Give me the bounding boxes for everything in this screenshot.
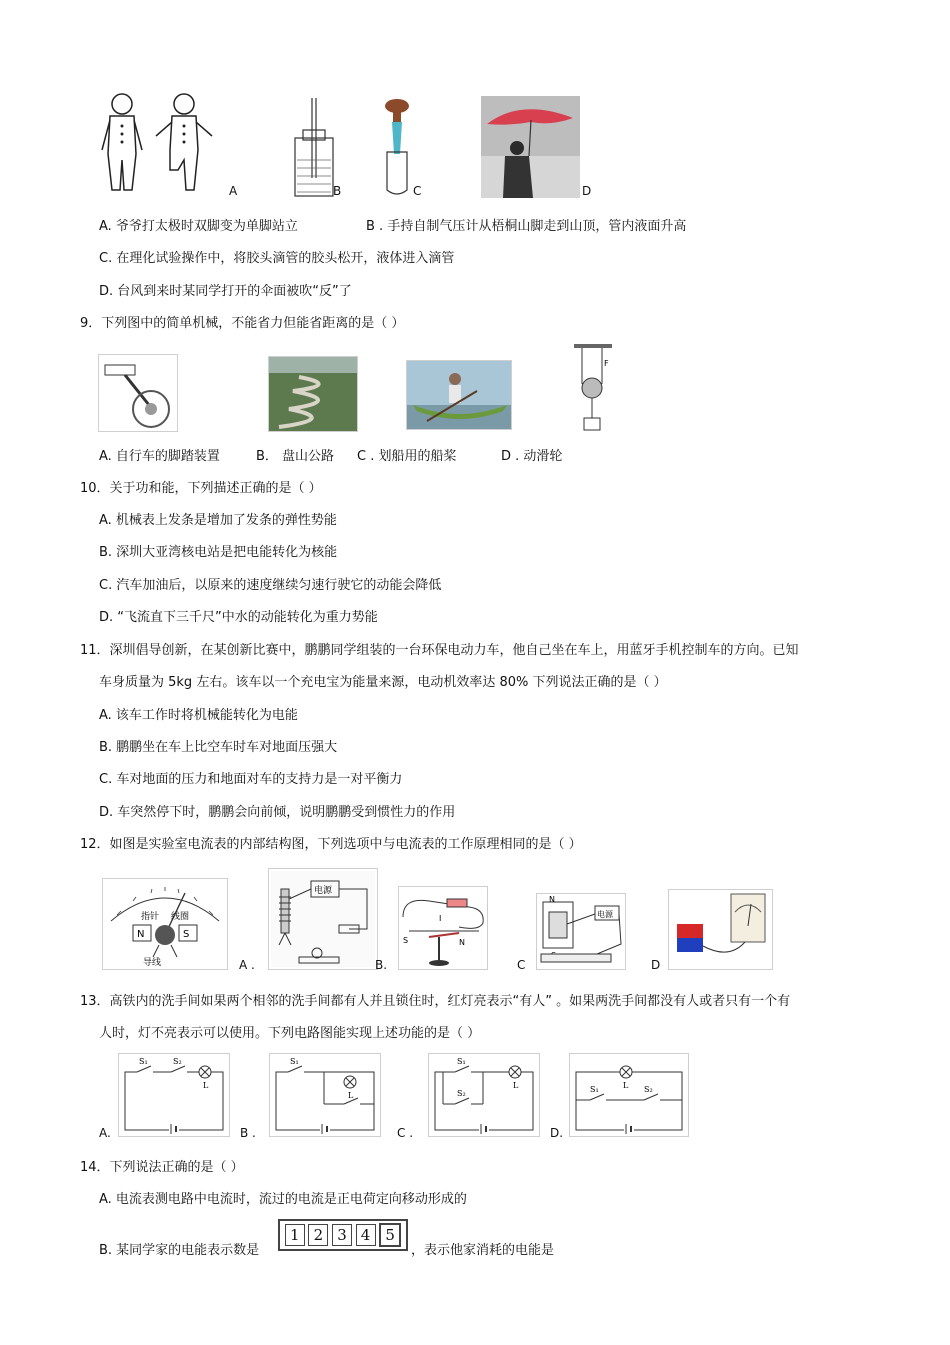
pointer-label: 指针 bbox=[141, 912, 160, 922]
q13-circuit-d bbox=[569, 1053, 689, 1137]
q8-option-a: A. 爷爷打太极时双脚变为单脚站立 bbox=[99, 219, 298, 234]
q14-option-b-tail: ，表示他家消耗的电能是 bbox=[411, 1243, 555, 1258]
circuit-c-s2-label: S₂ bbox=[457, 1089, 466, 1098]
circuit-d-diagram bbox=[570, 1054, 688, 1136]
circuit-d-s1-label: S₁ bbox=[590, 1085, 599, 1094]
energy-meter-reading bbox=[278, 1219, 408, 1251]
q12-fig-label-c: C bbox=[517, 958, 526, 972]
q10-stem: 10．关于功和能，下列描述正确的是（ ） bbox=[80, 481, 322, 496]
q13-stem-line2: 人时，灯不亮表示可以使用。下列电路图能实现上述功能的是（ ） bbox=[99, 1026, 481, 1041]
q12-figure-d bbox=[668, 889, 773, 970]
circuit-a-lamp-label: L bbox=[203, 1081, 209, 1090]
q8-option-d: D. 台风到来时某同学打开的伞面被吹“反”了 bbox=[99, 284, 352, 299]
q9-stem: 9．下列图中的简单机械，不能省力但能省距离的是（ ） bbox=[80, 316, 405, 331]
q8-fig-label-d: D bbox=[582, 184, 592, 198]
mountain-road-photo bbox=[269, 357, 357, 431]
q11-option-b: B. 鹏鹏坐在车上比空车时车对地面压强大 bbox=[99, 740, 338, 755]
q11-stem-line1: 11．深圳倡导创新，在某创新比赛中，鹏鹏同学组装的一台环保电动力车，他自己坐在车上，用蓝牙手机控制车的方向。已知 bbox=[80, 643, 799, 658]
q9-option-c: C . 划船用的船桨 bbox=[357, 449, 457, 464]
q8-fig-label-c: C bbox=[413, 184, 422, 198]
q8-option-c: C. 在理化试验操作中，将胶头滴管的胶头松开，液体进入滴管 bbox=[99, 251, 455, 266]
circuit-b-diagram bbox=[270, 1054, 380, 1136]
fig-b-south-label: S bbox=[403, 936, 409, 945]
q12-fig-label-a: A . bbox=[239, 958, 255, 972]
magnet-south-label: S bbox=[183, 929, 190, 940]
meter-digit: 1 bbox=[285, 1224, 305, 1246]
oersted-experiment-diagram bbox=[399, 887, 487, 969]
q8-figure-c bbox=[381, 98, 413, 198]
q10-option-a: A. 机械表上发条是增加了发条的弹性势能 bbox=[99, 513, 337, 528]
q11-option-a: A. 该车工作时将机械能转化为电能 bbox=[99, 708, 298, 723]
q9-option-b: B． 盘山公路 bbox=[256, 449, 335, 464]
circuit-c-lamp-label: L bbox=[513, 1081, 519, 1090]
q12-fig-label-d: D bbox=[651, 958, 661, 972]
q14-option-b: B. 某同学家的电能表示数是 bbox=[99, 1243, 260, 1258]
q13-fig-label-a: A. bbox=[99, 1126, 111, 1140]
ammeter-structure-diagram bbox=[103, 879, 227, 969]
q9-figure-pedal bbox=[98, 354, 178, 432]
barometer-bottle-illustration bbox=[293, 98, 335, 198]
q9-option-d: D . 动滑轮 bbox=[501, 449, 563, 464]
circuit-a-s2-label: S₂ bbox=[173, 1057, 182, 1066]
q12-figure-a bbox=[268, 868, 378, 970]
meter-digit: 2 bbox=[308, 1224, 328, 1246]
circuit-b-s1-label: S₁ bbox=[290, 1057, 299, 1066]
q13-stem-line1: 13．高铁内的洗手间如果两个相邻的洗手间都有人并且锁住时，红灯亮表示“有人” 。如果两洗手间都没有人或者只有一个有 bbox=[80, 994, 791, 1009]
rowing-boat-photo bbox=[407, 361, 511, 429]
fig-b-north-label: N bbox=[459, 938, 465, 947]
q8-figure-b bbox=[293, 98, 335, 198]
circuit-c-s1-label: S₁ bbox=[457, 1057, 466, 1066]
q9-figure-oar bbox=[406, 360, 512, 430]
q8-figure-d bbox=[481, 96, 580, 198]
q13-circuit-b bbox=[269, 1053, 381, 1137]
meter-digit: 4 bbox=[356, 1224, 376, 1246]
magnet-north-label: N bbox=[137, 929, 145, 940]
q12-stem: 12．如图是实验室电流表的内部结构图，下列选项中与电流表的工作原理相同的是（ ） bbox=[80, 837, 582, 852]
q13-fig-label-c: C . bbox=[397, 1126, 414, 1140]
q10-option-d: D. “飞流直下三千尺”中水的动能转化为重力势能 bbox=[99, 610, 378, 625]
circuit-d-lamp-label: L bbox=[623, 1081, 629, 1090]
electromagnet-circuit-diagram bbox=[269, 869, 377, 969]
circuit-c-diagram bbox=[429, 1054, 539, 1136]
circuit-a-diagram bbox=[119, 1054, 229, 1136]
q8-option-b: B . 手持自制气压计从梧桐山脚走到山顶，管内液面升高 bbox=[366, 219, 687, 234]
q12-fig-label-b: B. bbox=[375, 958, 388, 972]
q11-option-c: C. 车对地面的压力和地面对车的支持力是一对平衡力 bbox=[99, 772, 403, 787]
circuit-b-lamp-label: L bbox=[348, 1091, 354, 1100]
q12-figure-c bbox=[536, 893, 626, 970]
coil-label: 线圈 bbox=[171, 912, 190, 922]
tai-chi-figures-illustration bbox=[98, 90, 229, 198]
q11-option-d: D. 车突然停下时，鹏鹏会向前倾，说明鹏鹏受到惯性力的作用 bbox=[99, 805, 456, 820]
q14-option-a: A. 电流表测电路中电流时，流过的电流是正电荷定向移动形成的 bbox=[99, 1192, 467, 1207]
q9-option-a: A. 自行车的脚踏装置 bbox=[99, 449, 220, 464]
fig-c-north-label: N bbox=[549, 895, 555, 904]
bicycle-pedal-illustration bbox=[99, 355, 177, 431]
q13-fig-label-b: B . bbox=[240, 1126, 256, 1140]
q12-figure-b bbox=[398, 886, 488, 970]
circuit-a-s1-label: S₁ bbox=[139, 1057, 148, 1066]
meter-digit: 3 bbox=[332, 1224, 352, 1246]
magnet-meter-diagram bbox=[669, 890, 772, 969]
meter-digit-decimal: 5 bbox=[379, 1223, 401, 1247]
movable-pulley-illustration bbox=[574, 344, 612, 432]
q10-option-c: C. 汽车加油后，以原来的速度继续匀速行驶它的动能会降低 bbox=[99, 578, 442, 593]
q8-figure-a bbox=[98, 90, 229, 198]
fig-a-power-label: 电源 bbox=[314, 886, 333, 896]
q13-fig-label-d: D. bbox=[550, 1126, 564, 1140]
q13-circuit-c bbox=[428, 1053, 540, 1137]
q12-ammeter-structure bbox=[102, 878, 228, 970]
q9-figure-pulley bbox=[574, 344, 612, 432]
wire-label: 导线 bbox=[143, 958, 162, 968]
pulley-force-label: F bbox=[604, 359, 609, 368]
q13-circuit-a bbox=[118, 1053, 230, 1137]
q9-figure-road bbox=[268, 356, 358, 432]
q14-stem: 14．下列说法正确的是（ ） bbox=[80, 1160, 244, 1175]
circuit-d-s2-label: S₂ bbox=[644, 1085, 653, 1094]
dropper-illustration bbox=[381, 98, 413, 198]
q10-option-b: B. 深圳大亚湾核电站是把电能转化为核能 bbox=[99, 545, 338, 560]
fig-b-current-label: I bbox=[439, 914, 442, 923]
fig-c-power-label: 电源 bbox=[597, 910, 613, 919]
q11-stem-line2: 车身质量为 5kg 左右。该车以一个充电宝为能量来源，电动机效率达 80% 下列说法正确的是（ ） bbox=[99, 675, 667, 690]
q8-fig-label-b: B bbox=[333, 184, 342, 198]
motor-principle-diagram bbox=[537, 894, 625, 969]
umbrella-photo bbox=[481, 96, 580, 198]
q8-fig-label-a: A bbox=[229, 184, 238, 198]
